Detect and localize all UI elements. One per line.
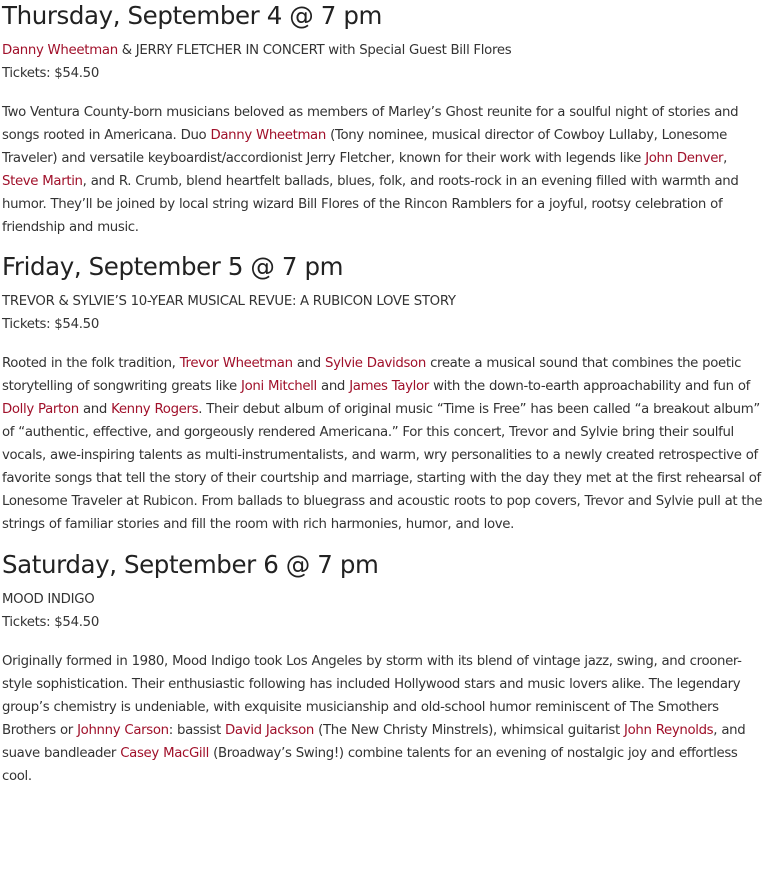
- desc-text: Originally formed in 1980, Mood Indigo took Los Angeles by storm with its blend of vintage jazz, swing, and crooner-style sophistication. Their enthusiastic following has included Hollywood stars and music lovers alike. The legendary group’s chemistry is undeniable, with exquisite musicianship and old-school humor reminiscent of The Smothers Brothers or: [2, 654, 742, 738]
- event-title: MOOD INDIGO: [2, 592, 95, 607]
- event-description: [2, 352, 764, 536]
- link-john-reynolds[interactable]: John Reynolds: [624, 723, 714, 738]
- event-thursday: [2, 1, 764, 239]
- desc-text: Rooted in the folk tradition,: [2, 356, 180, 371]
- event-title-text: & JERRY FLETCHER IN CONCERT with Special Guest Bill Flores: [117, 43, 512, 58]
- event-saturday: [2, 550, 764, 788]
- event-tickets-price: Tickets: $54.50: [2, 615, 99, 630]
- desc-text: ,: [723, 151, 728, 166]
- desc-text: : bassist: [168, 723, 226, 738]
- desc-text: , and suave bandleader: [2, 723, 746, 761]
- desc-text: Two Ventura County-born musicians beloved as members of Marley’s Ghost reunite for a soulful night of stories and songs rooted in Americana. Duo: [2, 105, 739, 143]
- link-danny-wheetman[interactable]: Danny Wheetman: [210, 128, 326, 143]
- desc-text: create a musical sound that combines the poetic storytelling of songwriting greats like: [2, 356, 742, 394]
- event-description: [2, 101, 764, 239]
- desc-text: (The New Christy Minstrels), whimsical guitarist: [313, 723, 625, 738]
- event-title: TREVOR & SYLVIE’S 10-YEAR MUSICAL REVUE: A RUBICON LOVE STORY: [2, 294, 456, 309]
- link-casey-macgill[interactable]: Casey MacGill: [120, 746, 209, 761]
- desc-text: (Tony nominee, musical director of Cowboy Lullaby, Lonesome Traveler) and versatile keyboardist/accordionist Jerry Fletcher, known for their work with legends like: [2, 128, 727, 166]
- link-kenny-rogers[interactable]: Kenny Rogers: [111, 402, 199, 417]
- link-john-denver[interactable]: John Denver: [645, 151, 724, 166]
- desc-text: . Their debut album of original music “Time is Free” has been called “a breakout album” of “authentic, effective, and gorgeously rendered Americana.” For this concert, Trevor and Sylvie bring their soulful vocals, awe-inspiring talents as multi-instrumentalists, and warm, wry personalities to a newly created retrospective of favorite songs that tell the story of their courtship and marriage, starting with the day they met at the first rehearsal of Lonesome Traveler at Rubicon. From ballads to bluegrass and acoustic roots to pop covers, Trevor and Sylvie pull at the strings of familiar stories and fill the room with rich harmonies, humor, and love.: [2, 402, 763, 532]
- link-dolly-parton[interactable]: Dolly Parton: [2, 402, 79, 417]
- event-title: [2, 39, 764, 62]
- link-joni-mitchell[interactable]: Joni Mitchell: [241, 379, 317, 394]
- desc-text: with the down-to-earth approachability and fun of: [428, 379, 750, 394]
- event-tickets-price: Tickets: $54.50: [2, 317, 99, 332]
- events-page: [0, 1, 766, 788]
- link-sylvie-davidson[interactable]: Sylvie Davidson: [324, 356, 426, 371]
- desc-text: and: [316, 379, 350, 394]
- link-steve-martin[interactable]: Steve Martin: [2, 174, 83, 189]
- event-date-heading: Friday, September 5 @ 7 pm: [2, 252, 344, 281]
- link-james-taylor[interactable]: James Taylor: [349, 379, 429, 394]
- event-tickets-price: Tickets: $54.50: [2, 66, 99, 81]
- desc-text: (Broadway’s Swing!) combine talents for an evening of nostalgic joy and effortless cool.: [2, 746, 738, 784]
- link-trevor-wheetman[interactable]: Trevor Wheetman: [179, 356, 293, 371]
- desc-text: and: [78, 402, 112, 417]
- link-danny-wheetman[interactable]: Danny Wheetman: [2, 43, 118, 58]
- event-date-heading: Thursday, September 4 @ 7 pm: [2, 1, 382, 30]
- event-friday: [2, 252, 764, 536]
- event-description: [2, 650, 764, 788]
- link-david-jackson[interactable]: David Jackson: [225, 723, 314, 738]
- event-date-heading: Saturday, September 6 @ 7 pm: [2, 550, 379, 579]
- desc-text: , and R. Crumb, blend heartfelt ballads, blues, folk, and roots-rock in an evening filled with warmth and humor. They’ll be joined by local string wizard Bill Flores of the Rincon Ramblers for a joyful, rootsy celebration of friendship and music.: [2, 174, 739, 235]
- desc-text: and: [292, 356, 325, 371]
- link-johnny-carson[interactable]: Johnny Carson: [77, 723, 169, 738]
